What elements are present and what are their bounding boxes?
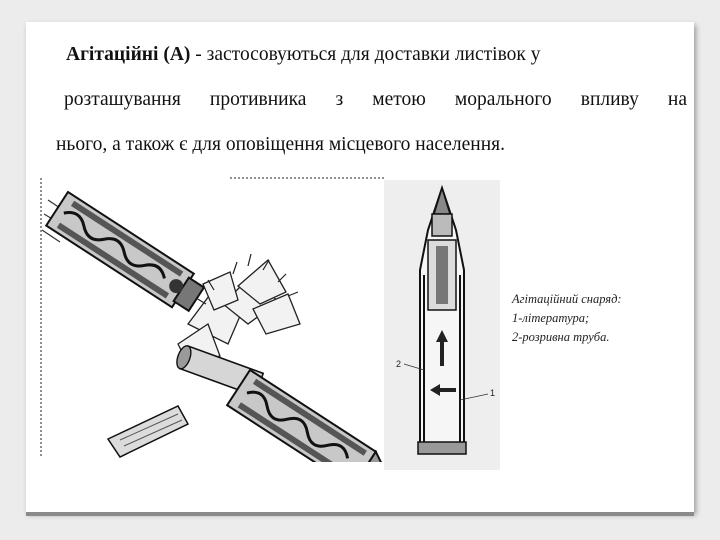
diagram-label-2: 2 [396, 359, 402, 369]
caption-item-1: 1-література; [512, 311, 590, 325]
paragraph-line-1-rest: - застосовуються для доставки листівок у [190, 44, 541, 65]
bursting-shell-illustration [38, 174, 384, 462]
paragraph-line-3: нього, а також є для оповіщення місцевого населення. [56, 134, 506, 155]
paragraph-line-2: розташування противника з метою морального впливу на [64, 89, 687, 110]
caption-item-2: 2-розривна труба. [512, 330, 610, 344]
slide [26, 22, 694, 512]
term-agitational: Агітаційні (А) [66, 44, 191, 65]
caption-title: Агітаційний снаряд: [512, 292, 622, 306]
slide-bottom-bar [26, 512, 694, 516]
paragraph-line-1 [66, 44, 541, 66]
figure-caption [512, 290, 622, 347]
shell-cross-section-diagram [384, 180, 500, 470]
diagram-label-1: 1 [490, 388, 496, 398]
